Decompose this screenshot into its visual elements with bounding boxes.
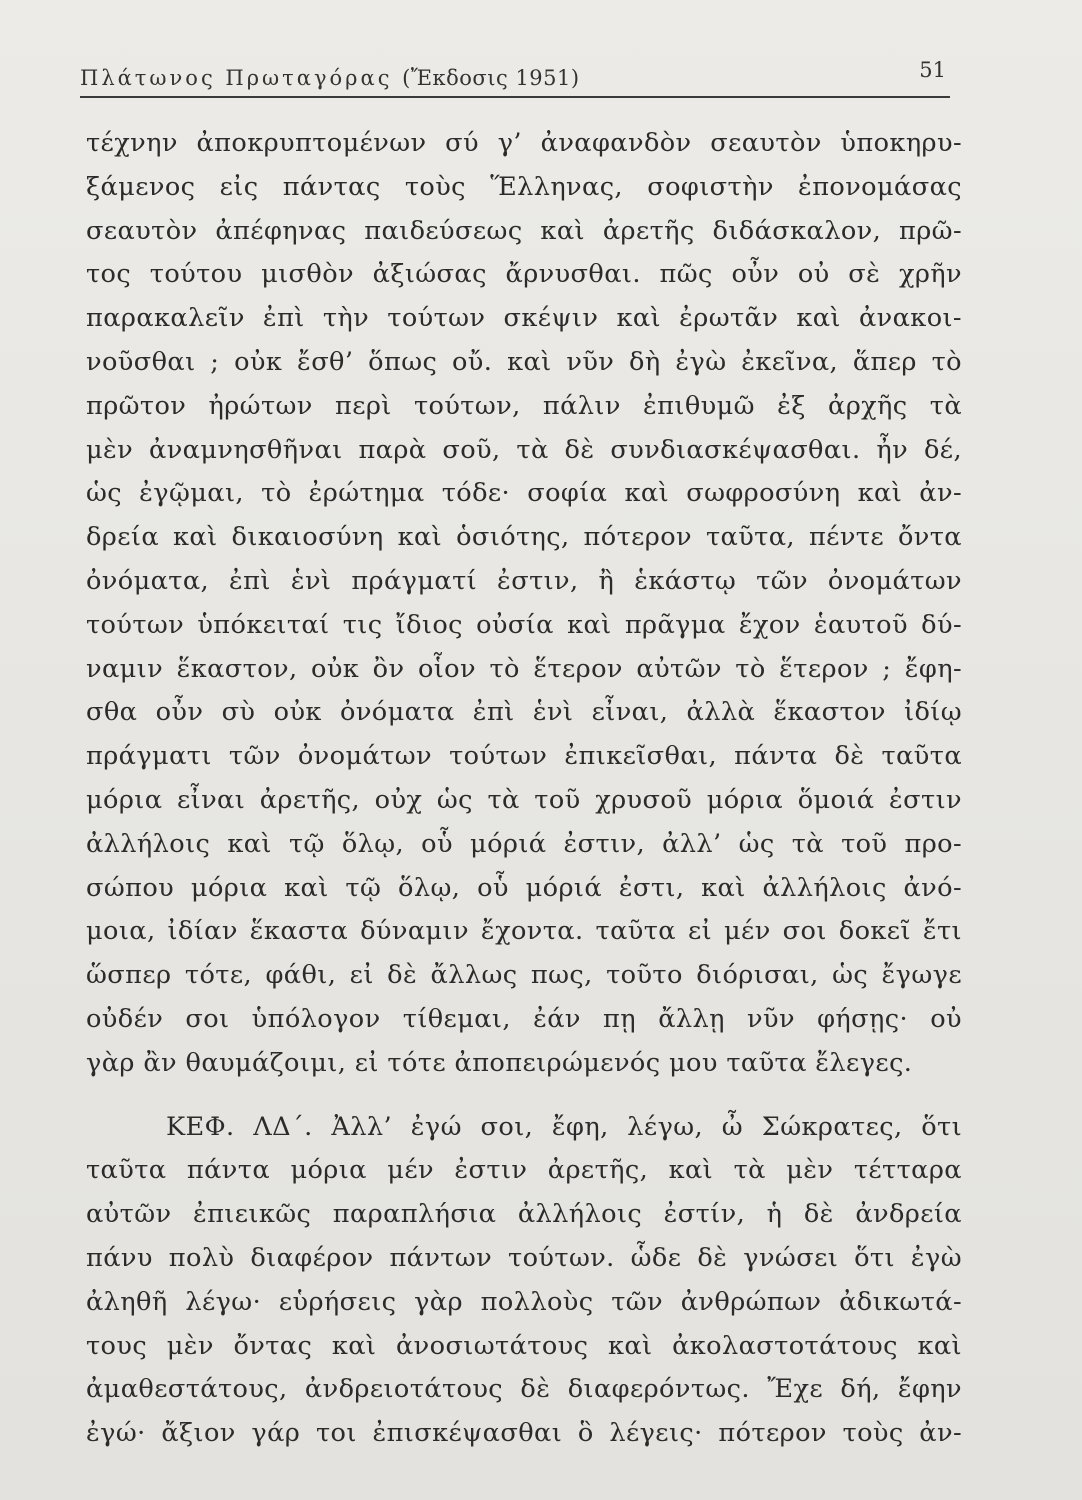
text-line: ὡς ἐγῷμαι, τὸ ἐρώτημα τόδε· σοφία καὶ σωφροσύνη καὶ ἀν-	[86, 478, 962, 509]
paragraph-2	[86, 1106, 962, 1456]
text-line: νοῦσθαι ; οὐκ ἔσθ’ ὅπως οὔ. καὶ νῦν δὴ ἐγὼ ἐκεῖνα, ἅπερ τὸ	[86, 346, 962, 377]
text-line: οὐδέν σοι ὑπόλογον τίθεμαι, ἐάν πῃ ἄλλῃ νῦν φήσῃς· οὐ	[86, 1003, 962, 1034]
body-text	[86, 122, 962, 1456]
text-line: αὐτῶν ἐπιεικῶς παραπλήσια ἀλλήλοις ἐστίν, ἡ δὲ ἀνδρεία	[86, 1199, 962, 1230]
chapter-opening-line: ΚΕΦ. ΛΔ΄. Ἀλλ’ ἐγώ σοι, ἔφη, λέγω, ὦ Σώκρατες, ὅτι	[166, 1111, 962, 1142]
text-line: ἀλλήλοις καὶ τῷ ὅλῳ, οὗ μόριά ἐστιν, ἀλλ’ ὡς τὰ τοῦ προ-	[86, 828, 962, 859]
text-line: ναμιν ἕκαστον, οὐκ ὂν οἷον τὸ ἕτερον αὐτῶν τὸ ἕτερον ; ἔφη-	[86, 653, 962, 684]
text-line: σθα οὖν σὺ οὐκ ὀνόματα ἐπὶ ἑνὶ εἶναι, ἀλλὰ ἕκαστον ἰδίῳ	[86, 697, 962, 728]
text-line: ἐγώ· ἄξιον γάρ τοι ἐπισκέψασθαι ὃ λέγεις· πότερον τοὺς ἀν-	[86, 1418, 962, 1449]
running-title	[80, 66, 580, 90]
text-line: τους μὲν ὄντας καὶ ἀνοσιωτάτους καὶ ἀκολαστοτάτους καὶ	[86, 1330, 962, 1361]
text-line: μὲν ἀναμνησθῆναι παρὰ σοῦ, τὰ δὲ συνδιασκέψασθαι. ἦν δέ,	[86, 434, 962, 465]
text-line: δρεία καὶ δικαιοσύνη καὶ ὁσιότης, πότερον ταῦτα, πέντε ὄντα	[86, 522, 962, 553]
text-line: ὀνόματα, ἐπὶ ἑνὶ πράγματί ἐστιν, ἢ ἑκάστῳ τῶν ὀνομάτων	[86, 565, 962, 596]
text-line: τούτων ὑπόκειταί τις ἴδιος οὐσία καὶ πρᾶγμα ἔχον ἑαυτοῦ δύ-	[86, 609, 962, 640]
header-edition: (Ἔκδοσις 1951)	[402, 66, 580, 90]
paragraph-1	[86, 122, 962, 1086]
text-line: μοια, ἰδίαν ἕκαστα δύναμιν ἔχοντα. ταῦτα εἰ μέν σοι δοκεῖ ἔτι	[86, 916, 962, 947]
text-line: παρακαλεῖν ἐπὶ τὴν τούτων σκέψιν καὶ ἐρωτᾶν καὶ ἀνακοι-	[86, 303, 962, 334]
text-line: πράγματι τῶν ὀνομάτων τούτων ἐπικεῖσθαι, πάντα δὲ ταῦτα	[86, 741, 962, 772]
text-line: πάνυ πολὺ διαφέρον πάντων τούτων. ὧδε δὲ γνώσει ὅτι ἐγὼ	[86, 1242, 962, 1273]
text-line: γὰρ ἂν θαυμάζοιμι, εἰ τότε ἀποπειρώμενός μου ταῦτα ἔλεγες.	[86, 1047, 913, 1078]
running-header	[80, 52, 950, 98]
text-line: τέχνην ἀποκρυπτομένων σύ γ’ ἀναφανδὸν σεαυτὸν ὑποκηρυ-	[86, 128, 962, 158]
header-title: Πλάτωνος Πρωταγόρας	[80, 66, 393, 90]
text-line: σώπου μόρια καὶ τῷ ὅλῳ, οὗ μόριά ἐστι, καὶ ἀλλήλοις ἀνό-	[86, 872, 962, 903]
text-line: σεαυτὸν ἀπέφηνας παιδεύσεως καὶ ἀρετῆς διδάσκαλον, πρῶ-	[86, 215, 962, 246]
text-line: ἀμαθεστάτους, ἀνδρειοτάτους δὲ διαφερόντως. Ἔχε δή, ἔφην	[86, 1374, 962, 1405]
text-line: πρῶτον ἠρώτων περὶ τούτων, πάλιν ἐπιθυμῶ ἐξ ἀρχῆς τὰ	[86, 390, 962, 421]
text-line: τος τούτου μισθὸν ἀξιώσας ἄρνυσθαι. πῶς οὖν οὐ σὲ χρῆν	[86, 259, 962, 290]
text-line: μόρια εἶναι ἀρετῆς, οὐχ ὡς τὰ τοῦ χρυσοῦ μόρια ὅμοιά ἐστιν	[86, 784, 962, 815]
page-number: 51	[919, 58, 946, 82]
paragraph-gap	[86, 1086, 962, 1106]
text-line: ταῦτα πάντα μόρια μέν ἐστιν ἀρετῆς, καὶ τὰ μὲν τέτταρα	[86, 1155, 962, 1186]
text-line: ξάμενος εἰς πάντας τοὺς Ἕλληνας, σοφιστὴν ἐπονομάσας	[86, 171, 962, 202]
text-line: ὥσπερ τότε, φάθι, εἰ δὲ ἄλλως πως, τοῦτο διόρισαι, ὡς ἔγωγε	[86, 960, 962, 991]
text-line: ἀληθῆ λέγω· εὑρήσεις γὰρ πολλοὺς τῶν ἀνθρώπων ἀδικωτά-	[86, 1286, 962, 1317]
